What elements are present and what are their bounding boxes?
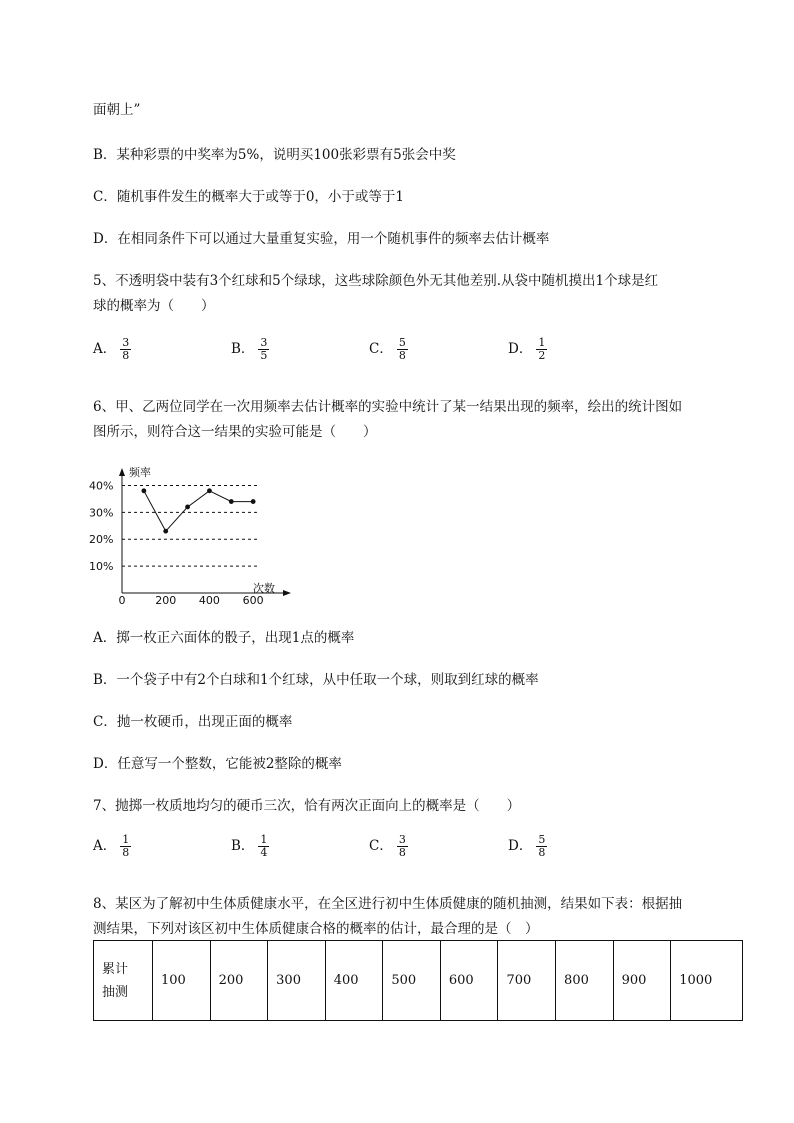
q5-option-a — [93, 337, 131, 362]
x-tick-label: 200 — [155, 594, 177, 607]
q6-text-line2: 图所示，则符合这一结果的实验可能是（ ） — [93, 424, 377, 440]
q7-option-c — [369, 834, 408, 859]
option-b-text: B．某种彩票的中奖率为5%，说明买100张彩票有5张会中奖 — [93, 147, 456, 163]
option-label: C． — [369, 341, 393, 357]
q7-option-a — [93, 834, 131, 859]
text-line: 面朝上” — [93, 102, 141, 118]
table-cell: 1000 — [671, 941, 743, 1021]
y-tick-label: 10% — [89, 560, 114, 574]
option-label: B． — [231, 838, 255, 854]
table-cell: 800 — [556, 941, 614, 1021]
option-label: D． — [508, 838, 533, 854]
q6-text-line1: 6、甲、乙两位同学在一次用频率去估计概率的实验中统计了某一结果出现的频率，绘出的统计图如 — [93, 399, 683, 415]
table-cell: 100 — [153, 941, 211, 1021]
option-c-text: C．随机事件发生的概率大于或等于0，小于或等于1 — [93, 189, 405, 205]
fraction: $\frac{1}{8}$ — [122, 833, 130, 859]
x-tick-label: 0 — [118, 594, 126, 607]
x-axis-title: 次数 — [253, 582, 275, 595]
q7-option-d — [508, 834, 547, 859]
data-point — [185, 505, 190, 510]
q5-text-line2: 球的概率为（ ） — [93, 298, 215, 314]
q8-text-line2: 测结果，下列对该区初中生体质健康合格的概率的估计，最合理的是（ ） — [93, 921, 539, 937]
table-cell: 700 — [498, 941, 556, 1021]
q7-text: 7、抛掷一枚质地均匀的硬币三次，恰有两次正面向上的概率是（ ） — [93, 798, 521, 814]
table-header-cell: 累计 抽测 — [94, 941, 153, 1021]
fraction: $\frac{3}{5}$ — [260, 336, 268, 362]
y-axis-title: 频率 — [129, 466, 151, 479]
option-label: A． — [93, 838, 117, 854]
q6-option-c: C．抛一枚硬币，出现正面的概率 — [93, 714, 293, 730]
option-label: B． — [231, 341, 255, 357]
q5-option-c — [369, 337, 408, 362]
data-point — [229, 499, 234, 504]
q6-option-d: D．任意写一个整数，它能被2整除的概率 — [93, 756, 342, 772]
y-tick-label: 30% — [89, 506, 114, 520]
table-cell: 600 — [440, 941, 498, 1021]
data-point — [251, 499, 256, 504]
table-cell: 300 — [268, 941, 326, 1021]
q7-option-b — [231, 834, 269, 859]
x-tick-label: 600 — [242, 594, 264, 607]
option-label: D． — [508, 341, 533, 357]
y-axis-arrow — [119, 468, 125, 476]
x-axis-arrow — [283, 590, 291, 596]
fraction: $\frac{3}{8}$ — [398, 833, 406, 859]
y-tick-label: 40% — [89, 479, 114, 493]
table-cell: 500 — [383, 941, 441, 1021]
sampling-table — [93, 940, 743, 1021]
fraction: $\frac{5}{8}$ — [538, 833, 546, 859]
y-tick-label: 20% — [89, 533, 114, 547]
data-point — [207, 488, 212, 493]
q5-option-d — [508, 337, 547, 362]
q8-text-line1: 8、某区为了解初中生体质健康水平，在全区进行初中生体质健康的随机抽测，结果如下表：根据抽 — [93, 896, 683, 912]
frequency-line-chart — [85, 460, 295, 607]
fraction: $\frac{3}{8}$ — [122, 336, 130, 362]
data-point — [141, 488, 146, 493]
option-d-text: D．在相同条件下可以通过大量重复实验，用一个随机事件的频率去估计概率 — [93, 231, 550, 247]
fraction: $\frac{1}{2}$ — [538, 336, 546, 362]
table-cell: 400 — [325, 941, 383, 1021]
q5-text-line1: 5、不透明袋中装有3个红球和5个绿球，这些球除颜色外无其他差别.从袋中随机摸出1个球是红 — [93, 273, 659, 289]
table-cell: 200 — [210, 941, 268, 1021]
fraction: $\frac{5}{8}$ — [398, 336, 406, 362]
table-row — [94, 941, 743, 1021]
q6-option-a: A．掷一枚正六面体的骰子，出现1点的概率 — [93, 630, 355, 646]
option-label: A． — [93, 341, 117, 357]
q6-option-b: B．一个袋子中有2个白球和1个红球，从中任取一个球，则取到红球的概率 — [93, 672, 539, 688]
data-point — [163, 529, 168, 534]
fraction: $\frac{1}{4}$ — [260, 833, 268, 859]
option-label: C． — [369, 838, 393, 854]
series-line — [144, 491, 253, 531]
table-cell: 900 — [613, 941, 671, 1021]
x-tick-label: 400 — [198, 594, 220, 607]
q5-option-b — [231, 337, 269, 362]
